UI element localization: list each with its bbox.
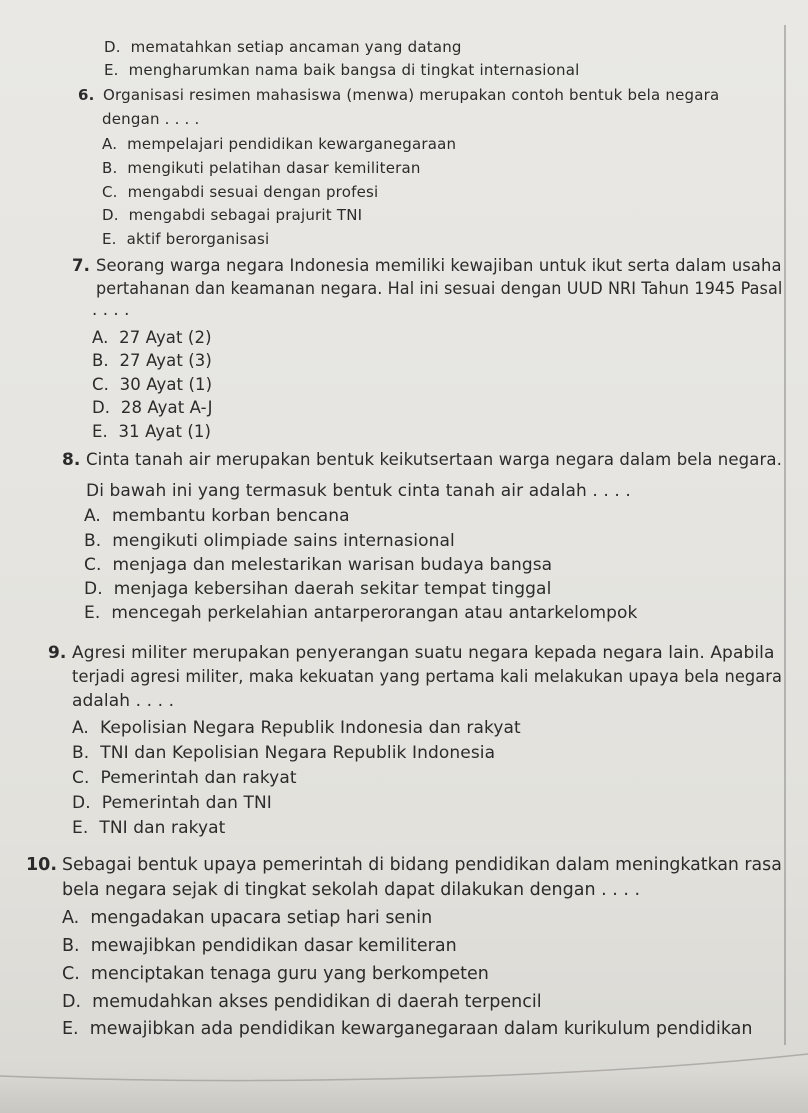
- q8-option-d: D. menjaga kebersihan daerah sekitar tempat tinggal: [84, 579, 552, 599]
- q9-number: 9.: [48, 643, 67, 663]
- q7-option-a: A. 27 Ayat (2): [92, 328, 212, 347]
- q8-option-c: C. menjaga dan melestarikan warisan budaya bangsa: [84, 555, 553, 575]
- q6-stem-line2: dengan . . . .: [102, 110, 200, 128]
- q7-number: 7.: [72, 256, 90, 275]
- q9-option-e: E. TNI dan rakyat: [72, 818, 226, 838]
- q8-option-b: B. mengikuti olimpiade sains internasional: [84, 531, 455, 551]
- q9-stem-line1: Agresi militer merupakan penyerangan suatu negara kepada negara lain. Apabila: [72, 643, 775, 663]
- q10-stem-line1: Sebagai bentuk upaya pemerintah di bidang pendidikan dalam meningkatkan rasa: [62, 855, 782, 875]
- q7-option-e: E. 31 Ayat (1): [92, 422, 212, 441]
- q6-stem-line1: Organisasi resimen mahasiswa (menwa) merupakan contoh bentuk bela negara: [103, 86, 720, 104]
- q6-option-d: D. mengabdi sebagai prajurit TNI: [102, 206, 363, 224]
- q10-option-e: E. mewajibkan ada pendidikan kewarganegaraan dalam kurikulum pendidikan: [62, 1019, 753, 1039]
- q5-option-d: D. mematahkan setiap ancaman yang datang: [104, 38, 462, 56]
- q10-number: 10.: [26, 855, 58, 875]
- q8-option-a: A. membantu korban bencana: [84, 506, 350, 526]
- q6-option-c: C. mengabdi sesuai dengan profesi: [102, 183, 379, 201]
- q8-number: 8.: [62, 450, 81, 470]
- q7-option-b: B. 27 Ayat (3): [92, 351, 212, 370]
- q6-number: 6.: [78, 86, 95, 104]
- q10-option-c: C. menciptakan tenaga guru yang berkompeten: [62, 964, 489, 984]
- q7-stem-line2: pertahanan dan keamanan negara. Hal ini sesuai dengan UUD NRI Tahun 1945 Pasal: [96, 279, 783, 298]
- q10-option-d: D. memudahkan akses pendidikan di daerah terpencil: [62, 992, 542, 1012]
- q10-option-b: B. mewajibkan pendidikan dasar kemiliteran: [62, 936, 457, 956]
- q9-option-d: D. Pemerintah dan TNI: [72, 793, 272, 813]
- q9-stem-line2: terjadi agresi militer, maka kekuatan yang pertama kali melakukan upaya bela negara: [72, 667, 783, 687]
- q6-option-a: A. mempelajari pendidikan kewarganegaraan: [102, 135, 457, 153]
- q9-option-b: B. TNI dan Kepolisian Negara Republik Indonesia: [72, 743, 496, 763]
- q9-stem-line3: adalah . . . .: [72, 691, 175, 711]
- q10-option-a: A. mengadakan upacara setiap hari senin: [62, 908, 433, 928]
- q7-stem-line1: Seorang warga negara Indonesia memiliki kewajiban untuk ikut serta dalam usaha: [96, 256, 782, 275]
- q6-option-b: B. mengikuti pelatihan dasar kemiliteran: [102, 159, 421, 177]
- q8-stem-line1: Cinta tanah air merupakan bentuk keikutsertaan warga negara dalam bela negara.: [86, 450, 782, 470]
- q9-option-a: A. Kepolisian Negara Republik Indonesia dan rakyat: [72, 718, 521, 738]
- q7-stem-line3: . . . .: [92, 300, 130, 319]
- q8-option-e: E. mencegah perkelahian antarperorangan atau antarkelompok: [84, 603, 638, 623]
- q6-option-e: E. aktif berorganisasi: [102, 230, 270, 248]
- q8-stem-line2: Di bawah ini yang termasuk bentuk cinta tanah air adalah . . . .: [86, 481, 631, 501]
- q7-option-d: D. 28 Ayat A-J: [92, 398, 213, 417]
- q7-option-c: C. 30 Ayat (1): [92, 375, 213, 394]
- q10-stem-line2: bela negara sejak di tingkat sekolah dapat dilakukan dengan . . . .: [62, 880, 641, 900]
- q9-option-c: C. Pemerintah dan rakyat: [72, 768, 297, 788]
- q5-option-e: E. mengharumkan nama baik bangsa di tingkat internasional: [104, 61, 580, 79]
